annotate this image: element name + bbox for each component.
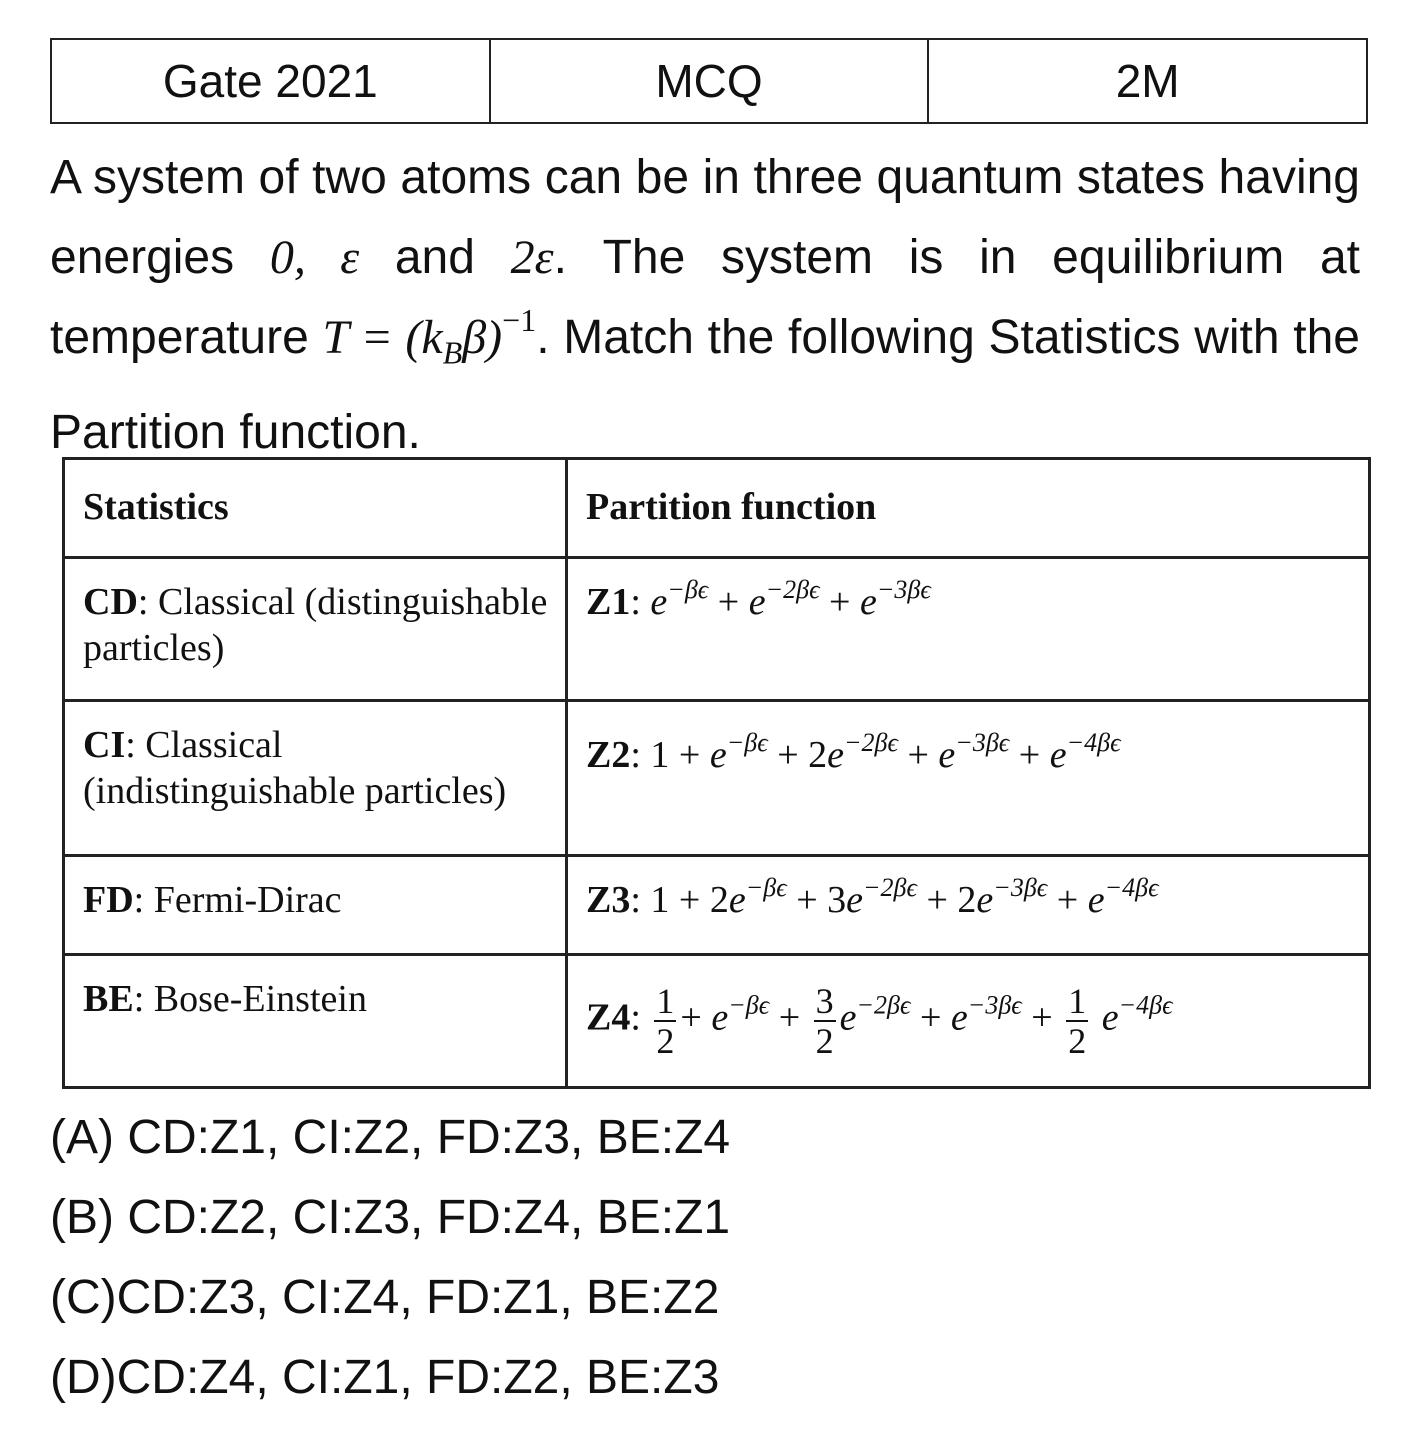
exam-cell: Gate 2021 xyxy=(51,39,490,123)
energies-math: 0, ε xyxy=(269,231,360,284)
header-table xyxy=(50,38,1368,124)
fraction-half: $\frac{1}{2}$ xyxy=(1068,981,1087,1061)
stat-fd: FD: Fermi-Dirac xyxy=(64,856,567,955)
partition-z2: Z2: $1 + e^{-\beta\epsilon} + 2e^{-2\beta\epsilon} + e^{-3\beta\epsilon} + e^{-4\beta\epsilon}$ xyxy=(567,701,1370,856)
question-text: A system of two atoms can be in three quantum states having energies 0, ε and 2ε. The system is in equilibrium at temperature $T = (k_B\beta)^{-1}$. Match the following Statistics with the Partition function. xyxy=(50,151,1361,459)
partition-z3: Z3: $1 + 2e^{-\beta\epsilon} + 3e^{-2\beta\epsilon} + 2e^{-3\beta\epsilon} + e^{-4\beta\epsilon}$ xyxy=(567,856,1370,955)
partition-z1: Z1: $e^{-\beta\epsilon} + e^{-2\beta\epsilon} + e^{-3\beta\epsilon}$ xyxy=(567,558,1370,701)
stat-cd: CD: Classical (distinguishable particles) xyxy=(64,558,567,701)
fraction-half: $\frac{1}{2}$ xyxy=(656,981,675,1061)
stat-ci: CI: Classical (indistinguishable particles) xyxy=(64,701,567,856)
option-a[interactable]: (A) CD:Z1, CI:Z2, FD:Z3, BE:Z4 xyxy=(50,1111,731,1164)
type-cell: MCQ xyxy=(490,39,929,123)
temperature-math: $T = (k_B\beta)^{-1}$ xyxy=(322,302,537,371)
statistics-table xyxy=(62,457,1371,1089)
partition-header: Partition function xyxy=(567,459,1370,558)
option-d[interactable]: (D)CD:Z4, CI:Z1, FD:Z2, BE:Z3 xyxy=(50,1351,720,1404)
option-c[interactable]: (C)CD:Z3, CI:Z4, FD:Z1, BE:Z2 xyxy=(50,1271,720,1324)
statistics-header: Statistics xyxy=(64,459,567,558)
marks-cell: 2M xyxy=(928,39,1367,123)
answer-options xyxy=(50,1098,1350,1418)
fraction-three-halves: $\frac{3}{2}$ xyxy=(815,981,834,1061)
partition-z4: Z4: $\frac{1}{2}$ + $e^{-\beta\epsilon}$ + $\frac{3}{2}$ $e^{-2\beta\epsilon} + e^{-3\beta\epsilon}$ + $\frac{1}{2}$ $e^{-4\beta\epsilon}$ xyxy=(567,955,1370,1088)
option-b[interactable]: (B) CD:Z2, CI:Z3, FD:Z4, BE:Z1 xyxy=(50,1191,731,1244)
stat-be: BE: Bose-Einstein xyxy=(64,955,567,1088)
